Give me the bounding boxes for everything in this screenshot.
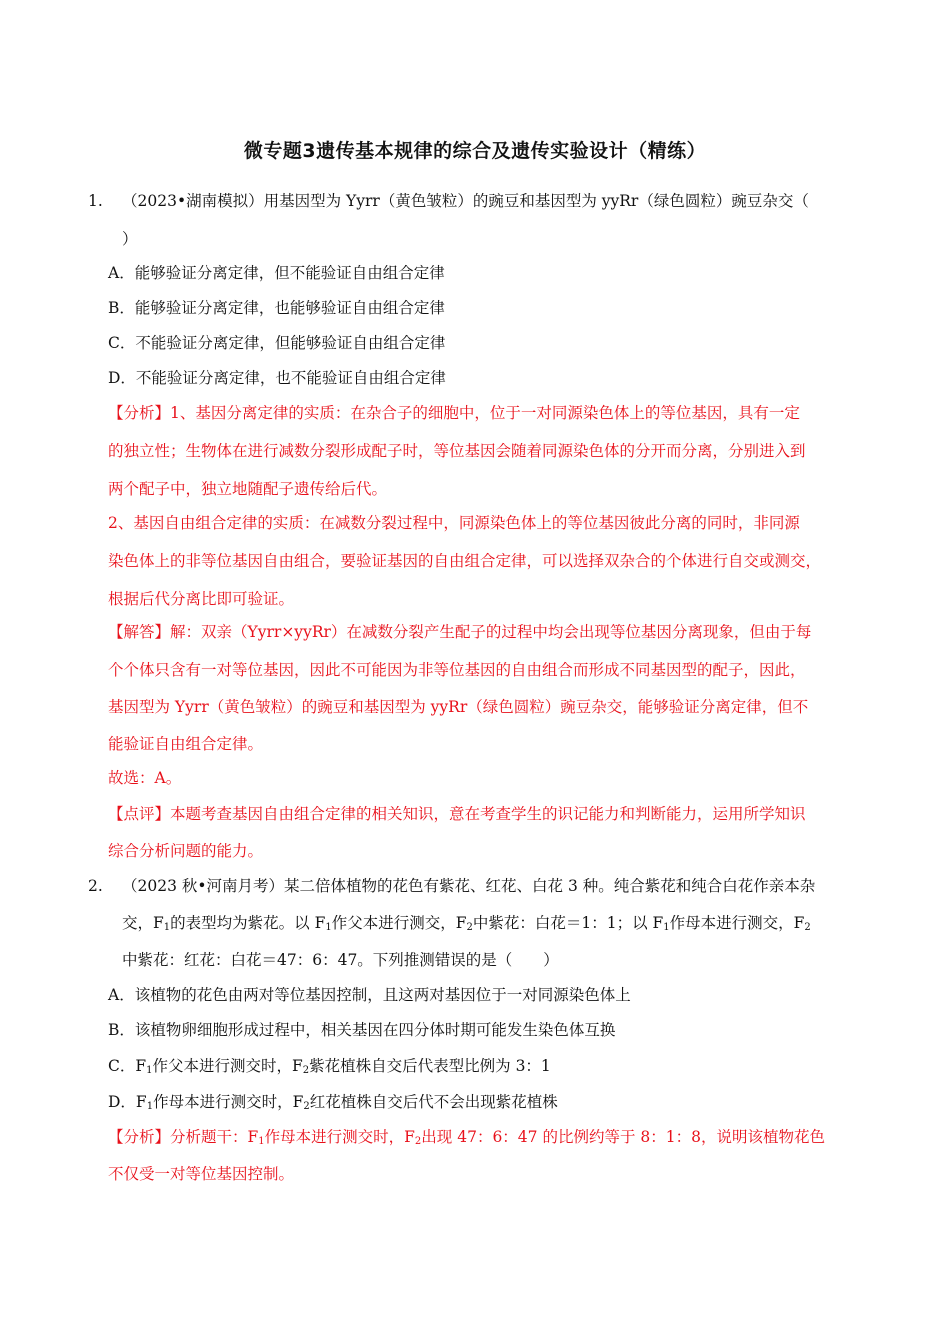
q2-option-b: B．该植物卵细胞形成过程中，相关基因在四分体时期可能发生染色体互换 bbox=[108, 1021, 616, 1039]
question-2-number: 2. bbox=[88, 877, 103, 895]
q1-analysis-line-3: 两个配子中，独立地随配子遗传给后代。 bbox=[108, 480, 388, 498]
question-2-stem-end: 中紫花：红花：白花＝47：6：47。下列推测错误的是（ ） bbox=[122, 951, 559, 969]
question-1-number: 1. bbox=[88, 192, 103, 210]
q2-option-d: D．$F_1$作母本进行测交时，$F_2$红花植株自交后代不会出现紫花植株 bbox=[108, 1093, 558, 1112]
q2-analysis-line-1: 【分析】分析题干：$F_1$作母本进行测交时，$F_2$出现 47：6：47 的比例约等于 8：1：8，说明该植物花色 bbox=[108, 1128, 825, 1147]
q1-analysis-line-6: 根据后代分离比即可验证。 bbox=[108, 590, 295, 608]
q1-analysis-line-2: 的独立性；生物体在进行减数分裂形成配子时，等位基因会随着同源染色体的分开而分离，分别进入到 bbox=[108, 442, 806, 460]
q2-option-a: A．该植物的花色由两对等位基因控制，且这两对基因位于一对同源染色体上 bbox=[108, 986, 631, 1004]
q1-answer-line-2: 个个体只含有一对等位基因，因此不可能因为非等位基因的自由组合而形成不同基因型的配子，因此， bbox=[108, 661, 806, 679]
q1-analysis-line-1: 【分析】1、基因分离定律的实质：在杂合子的细胞中，位于一对同源染色体上的等位基因，具有一定 bbox=[108, 404, 800, 422]
q1-analysis-line-5: 染色体上的非等位基因自由组合，要验证基因的自由组合定律，可以选择双杂合的个体进行自交或测交， bbox=[108, 552, 822, 570]
document-title: 微专题3遗传基本规律的综合及遗传实验设计（精练） bbox=[243, 140, 707, 162]
q1-analysis-line-4: 2、基因自由组合定律的实质：在减数分裂过程中，同源染色体上的等位基因彼此分离的同时，非同源 bbox=[108, 514, 800, 532]
q1-analysis-tag: 【分析】 bbox=[108, 404, 171, 422]
question-2-stem-cont: 交，$F_1$的表型均为紫花。以 $F_1$作父本进行测交，$F_2$中紫花：白花＝1：1；以 $F_1$作母本进行测交，$F_2$ bbox=[122, 914, 811, 933]
q1-answer-line-1: 【解答】解：双亲（Yyrr×yyRr）在减数分裂产生配子的过程中均会出现等位基因分离现象，但由于每 bbox=[108, 623, 812, 641]
q1-answer-line-4: 能验证自由组合定律。 bbox=[108, 735, 264, 753]
q1-comment-line-1: 【点评】本题考查基因自由组合定律的相关知识，意在考查学生的识记能力和判断能力，运用所学知识 bbox=[108, 805, 806, 823]
q2-analysis-tag: 【分析】 bbox=[108, 1128, 171, 1146]
q1-option-b: B．能够验证分离定律，也能够验证自由组合定律 bbox=[108, 299, 445, 317]
q1-option-c: C．不能验证分离定律，但能够验证自由组合定律 bbox=[108, 334, 446, 352]
question-2-stem: （2023 秋•河南月考）某二倍体植物的花色有紫花、红花、白花 3 种。纯合紫花和纯合白花作亲本杂 bbox=[122, 877, 816, 895]
q1-answer-tag: 【解答】 bbox=[108, 623, 171, 641]
q1-comment-line-2: 综合分析问题的能力。 bbox=[108, 842, 264, 860]
question-1-stem: （2023•湖南模拟）用基因型为 Yyrr（黄色皱粒）的豌豆和基因型为 yyRr（绿色圆粒）豌豆杂交（ bbox=[122, 192, 809, 210]
q2-option-c: C．$F_1$作父本进行测交时，$F_2$紫花植株自交后代表型比例为 3：1 bbox=[108, 1057, 551, 1076]
q1-comment-tag: 【点评】 bbox=[108, 805, 171, 823]
q1-answer-choice: 故选：A。 bbox=[108, 769, 182, 787]
q1-answer-line-3: 基因型为 Yyrr（黄色皱粒）的豌豆和基因型为 yyRr（绿色圆粒）豌豆杂交，能够验证分离定律，但不 bbox=[108, 698, 809, 716]
q1-option-d: D．不能验证分离定律，也不能验证自由组合定律 bbox=[108, 369, 446, 387]
q2-analysis-line-2: 不仅受一对等位基因控制。 bbox=[108, 1165, 295, 1183]
q1-option-a: A．能够验证分离定律，但不能验证自由组合定律 bbox=[108, 264, 445, 282]
question-1-stem-cont: ） bbox=[122, 230, 138, 248]
